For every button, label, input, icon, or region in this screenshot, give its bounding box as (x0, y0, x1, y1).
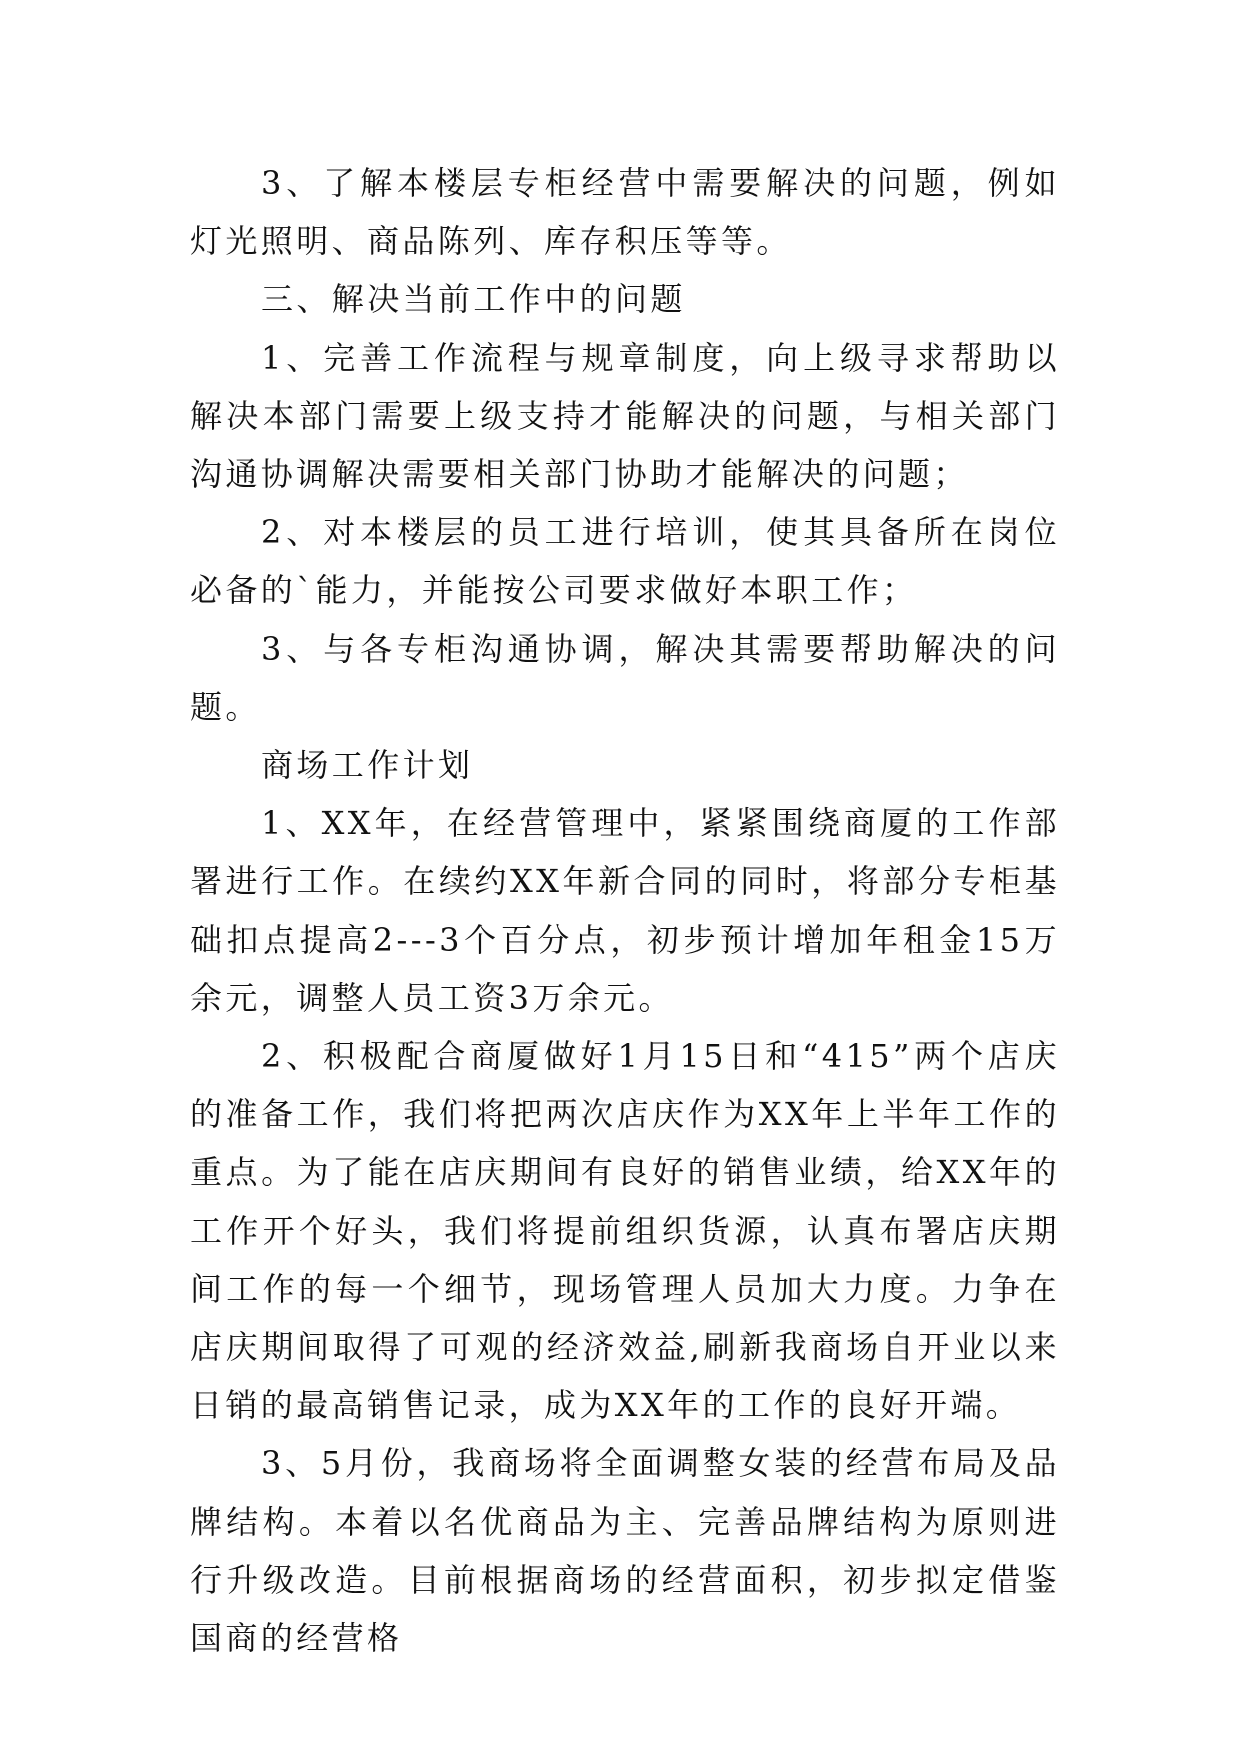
body-text (190, 154, 1060, 1667)
paragraph-2-anniversary-preparation: 2、积极配合商厦做好1月15日和“415”两个店庆的准备工作，我们将把两次店庆作为XX年上半年工作的重点。为了能在店庆期间有良好的销售业绩，给XX年的工作开个好头，我们将提前组织货源，认真布署店庆期间工作的每一个细节，现场管理人员加大力度。力争在店庆期间取得了可观的经济效益,刷新我商场自开业以来日销的最高销售记录，成为XX年的工作的良好开端。 (190, 1037, 1060, 1425)
paragraph-3-womenswear-adjustment: 3、5月份，我商场将全面调整女装的经营布局及品牌结构。本着以名优商品为主、完善品牌结构为原则进行升级改造。目前根据商场的经营面积，初步拟定借鉴国商的经营格 (190, 1444, 1060, 1658)
paragraph-1-business-management: 1、XX年，在经营管理中，紧紧围绕商厦的工作部署进行工作。在续约XX年新合同的同时，将部分专柜基础扣点提高2---3个百分点，初步预计增加年租金15万余元，调整人员工资3万余元。 (190, 804, 1060, 1017)
paragraph-2-staff-training: 2、对本楼层的员工进行培训，使其具备所在岗位必备的`能力，并能按公司要求做好本职工作； (190, 513, 1060, 610)
section-heading-three: 三、解决当前工作中的问题 (261, 280, 686, 319)
paragraph-1-improve-workflow: 1、完善工作流程与规章制度，向上级寻求帮助以解决本部门需要上级支持才能解决的问题，与相关部门沟通协调解决需要相关部门协助才能解决的问题； (190, 338, 1060, 494)
section-heading-mall-plan: 商场工作计划 (261, 746, 474, 785)
paragraph-3-issues-to-solve: 3、了解本楼层专柜经营中需要解决的问题，例如灯光照明、商品陈列、库存积压等等。 (190, 164, 1060, 261)
paragraph-3-counter-coordination: 3、与各专柜沟通协调，解决其需要帮助解决的问题。 (190, 629, 1060, 726)
